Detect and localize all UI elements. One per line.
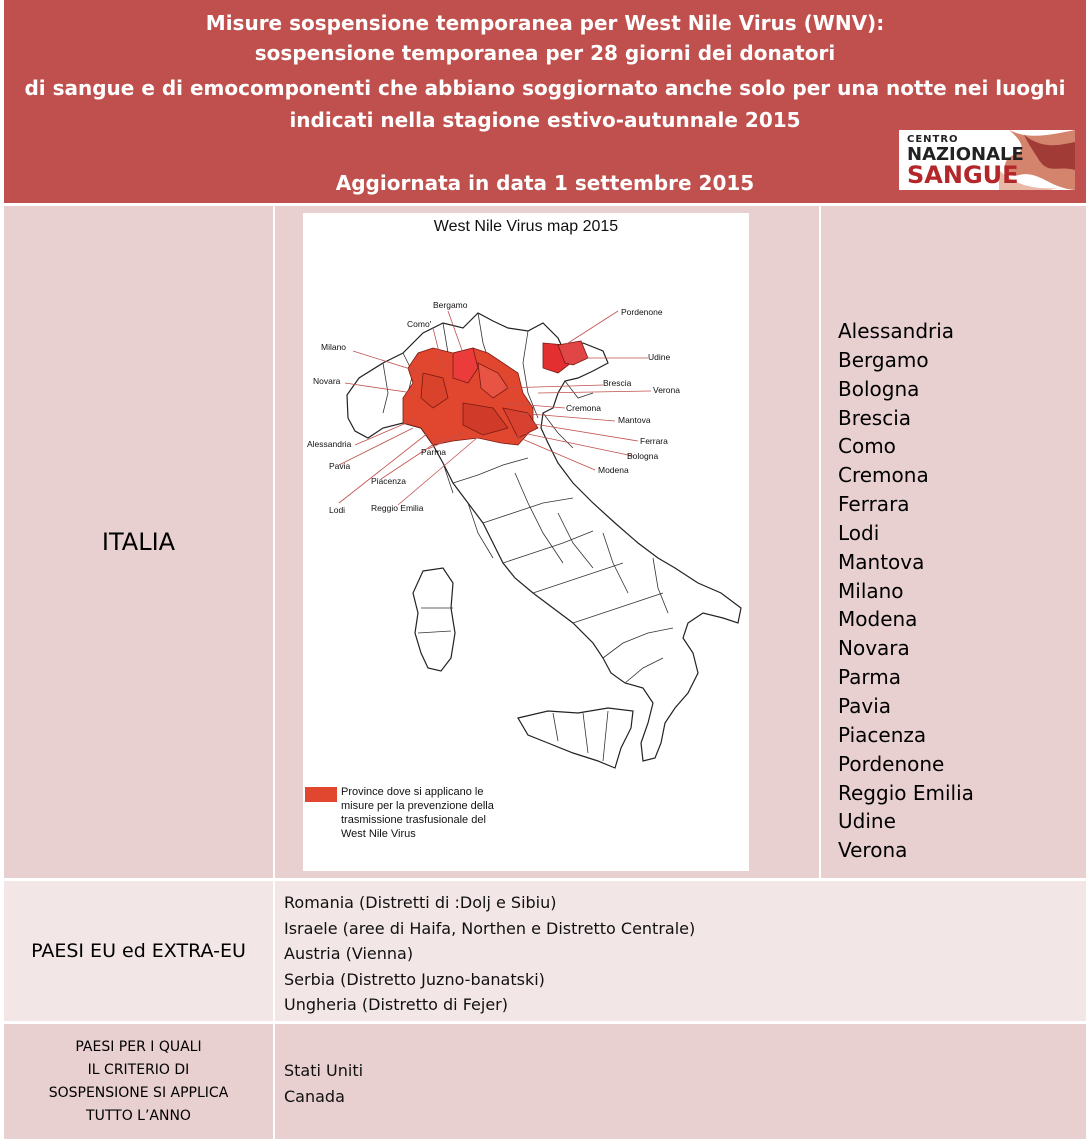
province-item: Cremona	[838, 463, 929, 488]
map-label-reggio-emilia: Reggio Emilia	[371, 503, 424, 513]
map-label-mantova: Mantova	[618, 415, 651, 425]
map-label-udine: Udine	[648, 352, 671, 362]
map-title: West Nile Virus map 2015	[433, 218, 619, 235]
province-item: Lodi	[838, 520, 880, 545]
province-item: Pordenone	[838, 751, 945, 776]
map-label-bergamo: Bergamo	[433, 300, 468, 310]
province-item: Alessandria	[838, 319, 955, 343]
map-label-novara: Novara	[313, 376, 341, 386]
logo-line-1: CENTRO	[907, 134, 959, 145]
all-year-label-line: TUTTO L’ANNO	[86, 1107, 191, 1124]
map-label-lodi: Lodi	[329, 505, 346, 515]
map-label-bologna: Bologna	[627, 451, 659, 461]
legend-swatch	[305, 787, 337, 802]
header-title-line-3: di sangue e di emocomponenti che abbiano soggiornato anche solo per una notte nei luoghi	[24, 76, 1066, 100]
map-label-como: Como'	[407, 319, 432, 329]
eu-country-item: Serbia (Distretto Juzno-banatski)	[284, 969, 545, 989]
map-label-ferrara: Ferrara	[640, 436, 668, 446]
eu-row	[4, 878, 1086, 1021]
province-item: Mantova	[838, 549, 925, 574]
west-nile-virus-map	[303, 213, 749, 871]
header-title-line-2: sospensione temporanea per 28 giorni dei donatori	[254, 41, 836, 65]
map-label-modena: Modena	[598, 465, 629, 475]
italia-label-cell	[4, 206, 273, 878]
all-year-row	[4, 1021, 1086, 1139]
all-year-country-list	[284, 1058, 363, 1139]
column-divider	[819, 206, 821, 878]
map-label-milano: Milano	[321, 342, 347, 352]
all-year-label-line: PAESI PER I QUALI	[75, 1038, 202, 1055]
all-year-label-line: IL CRITERIO DI	[87, 1061, 190, 1078]
sardinia-outline	[413, 568, 455, 671]
province-item: Bologna	[838, 376, 920, 401]
all-year-label-cell	[4, 1024, 273, 1139]
all-year-label-line: SOSPENSIONE SI APPLICA	[48, 1084, 229, 1101]
map-label-verona: Verona	[653, 385, 680, 395]
province-item: Pavia	[838, 693, 892, 718]
sicily-outline	[518, 708, 633, 768]
italy-outline	[347, 313, 741, 761]
map-label-alessandria: Alessandria	[307, 439, 352, 449]
italia-label: ITALIA	[101, 528, 176, 556]
province-item: Modena	[838, 607, 918, 632]
province-item: Brescia	[838, 405, 912, 430]
province-item: Milano	[838, 578, 904, 603]
map-label-cremona: Cremona	[566, 403, 601, 413]
eu-country-item: Romania (Distretti di :Dolj e Sibiu)	[284, 893, 557, 912]
province-item: Bergamo	[838, 347, 929, 372]
eu-label: PAESI EU ed EXTRA-EU	[31, 940, 246, 962]
province-item: Como	[838, 434, 896, 459]
province-item: Ferrara	[838, 492, 910, 517]
province-item: Novara	[838, 636, 910, 661]
map-label-piacenza: Piacenza	[371, 476, 406, 486]
map-label-pavia: Pavia	[329, 461, 351, 471]
eu-label-cell	[4, 881, 273, 1021]
eu-country-item: Ungheria (Distretto di Fejer)	[284, 995, 508, 1014]
header-title-line-1: Misure sospensione temporanea per West Nile Virus (WNV):	[205, 11, 885, 35]
legend-line-1: Province dove si applicano le	[341, 786, 484, 798]
legend-line-3: trasmissione trasfusionale del	[341, 814, 486, 826]
map-legend	[341, 786, 495, 840]
province-item: Udine	[838, 809, 896, 834]
eu-country-item: Austria (Vienna)	[284, 944, 414, 963]
logo-line-2: NAZIONALE	[907, 144, 1024, 165]
legend-line-4: West Nile Virus	[341, 828, 416, 840]
all-year-country-item: Stati Uniti	[284, 1061, 364, 1080]
logo-line-3: SANGUE	[907, 161, 1019, 189]
centro-nazionale-sangue-logo	[899, 130, 1075, 190]
eu-country-item: Israele (aree di Haifa, Northen e Distretto Centrale)	[284, 918, 696, 938]
header-banner	[4, 0, 1086, 203]
legend-line-2: misure per la prevenzione della	[341, 800, 494, 812]
column-divider	[273, 206, 275, 878]
province-item: Reggio Emilia	[838, 780, 974, 805]
header-title-line-4: indicati nella stagione estivo-autunnale 2015	[289, 108, 801, 132]
map-label-brescia: Brescia	[603, 378, 632, 388]
column-divider	[273, 881, 275, 1021]
map-label-parma: Parma	[421, 447, 447, 457]
province-item: Verona	[838, 838, 908, 863]
province-list	[838, 317, 974, 865]
column-divider	[273, 1024, 275, 1139]
eu-country-list	[284, 890, 695, 1021]
header-updated-date: Aggiornata in data 1 settembre 2015	[335, 171, 755, 195]
province-item: Parma	[838, 665, 902, 690]
province-item: Piacenza	[838, 722, 927, 747]
all-year-country-item: Canada	[284, 1086, 345, 1106]
map-label-pordenone: Pordenone	[621, 307, 663, 317]
